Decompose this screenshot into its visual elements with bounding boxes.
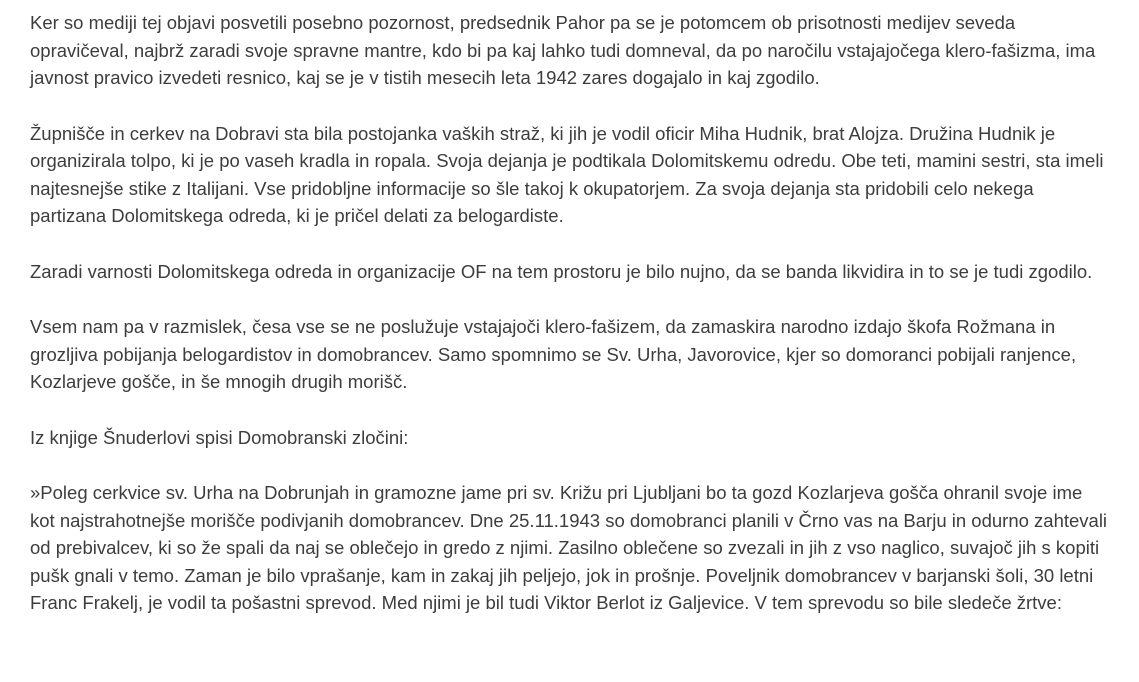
paragraph-razmislek: Vsem nam pa v razmislek, česa vse se ne poslužuje vstajajoči klero-fašizem, da zamaskira narodno izdajo škofa Rožmana in grozljiva pobijanja belogardistov in domobrancev. Samo spomnimo se Sv. Urha, Javorovice, kjer so domoranci pobijali ranjence, Kozlarjeve gošče, in še mnogih drugih morišč. bbox=[30, 316, 1077, 392]
paragraph-book-reference: Iz knjige Šnuderlovi spisi Domobranski zločini: bbox=[30, 426, 409, 448]
paragraph-zupnisce-dobrava: Župnišče in cerkev na Dobravi sta bila postojanka vaških straž, ki jih je vodil oficir Miha Hudnik, brat Alojza. Družina Hudnik je organizirala tolpo, ki je po vaseh kradla in ropala. Svoja dejanja je podtikala Dolomitskemu odredu. Obe teti, mamini sestri, sta imeli najtesnejše stike z Italijani. Vse pridobljne informacije so šle takoj k okupatorjem. Za svoja dejanja sta pridobili celo nekega partizana Dolomitskega odreda, ki je pričel delati za belogardiste. bbox=[30, 122, 1104, 226]
paragraph-quote-kozlarjeva-gosca: »Poleg cerkvice sv. Urha na Dobrunjah in gramozne jame pri sv. Križu pri Ljubljani bo ta gozd Kozlarjeva gošča ohranil svoje ime kot najstrahotnejše morišče podivjanih domobrancev. Dne 25.11.1943 so domobranci planili v Črno vas na Barju in odurno zahtevali od prebivalcev, ki so že spali da naj se oblečejo in gredo z njimi. Zasilno oblečene so zvezali in jih z vso naglico, suvajoč jih s kopiti pušk gnali v temo. Zaman je bilo vprašanje, kam in zakaj jih peljejo, jok in prošnje. Poveljnik domobrancev v barjanski šoli, 30 letni Franc Frakelj, je vodil ta pošastni sprevod. Med njimi je bil tudi Viktor Berlot iz Galjevice. V tem sprevodu so bile sledeče žrtve: bbox=[30, 482, 1108, 613]
paragraph-dolomitski-odred: Zaradi varnosti Dolomitskega odreda in organizacije OF na tem prostoru je bilo nujno, da se banda likvidira in to se je tudi zgodilo. bbox=[30, 260, 1093, 282]
paragraph-media-attention: Ker so mediji tej objavi posvetili posebno pozornost, predsednik Pahor pa se je potomcem ob prisotnosti medijev seveda opravičeval, najbrž zaradi svoje spravne mantre, kdo bi pa kaj lahko tudi domneval, da po naročilu vstajajočega klero-fašizma, ima javnost pravico izvedeti resnico, kaj se je v tistih mesecih leta 1942 zares dogajalo in kaj zgodilo. bbox=[30, 12, 1096, 88]
